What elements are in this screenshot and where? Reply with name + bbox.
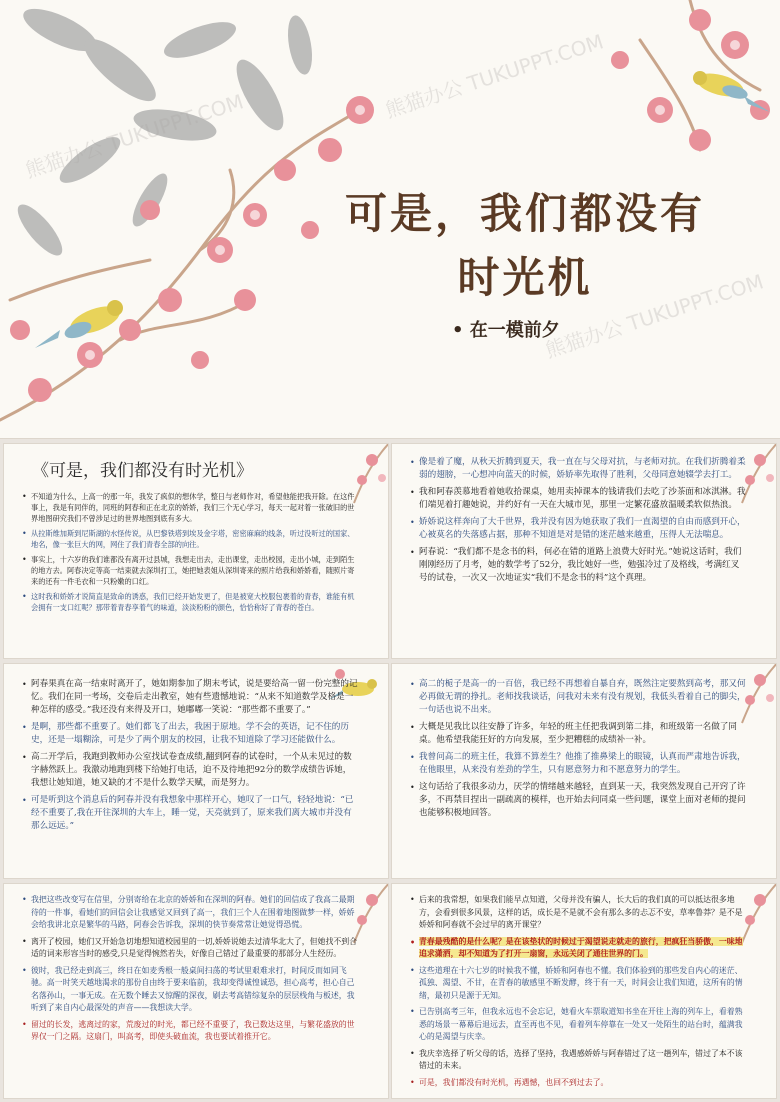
cover-title (300, 182, 750, 310)
highlighted-paragraph (410, 936, 746, 961)
bird-icon (35, 300, 123, 348)
paragraph: • 后来的我常想，如果我们能早点知道，父母并没有骗人，长大后的我们真的可以抵达很多地方，会看到很多风景，这样的话，成长是不是就不会有那么多的忐忑不安，草率鲁莽？是不是娇娇和阿春就不会过早的离开课堂？ (410, 894, 746, 932)
paragraph: • 这句话给了我很多动力，厌学的情绪越来越轻，直到某一天，我突然发现自己开窍了许多，不再禁目捏出一副疏离的模样，也开始去问同桌一些问题，课堂上面对老师的提问也能够积极地回答。 (410, 781, 746, 820)
paragraph-list (392, 444, 776, 585)
slide-title: 《可是，我们都没有时光机》 (32, 461, 253, 481)
slide-thumbnail-5[interactable] (392, 664, 776, 878)
watermark: 熊猫办公 TUKUPPT.COM (542, 269, 767, 363)
slide-thumbnail-7[interactable] (392, 884, 776, 1098)
paragraph: • 大概是见我比以往安静了许多，年轻的班主任把我调到第二排，和班级第一名做了同桌。他希望我能狂好的方向发展，至少把糟糕的成绩补一补。 (410, 721, 746, 747)
paragraph: • 离开了校园，她们又开始急切地想知道校园里的一切,娇娇说她去过清华北大了，但她找不到合适的词来形容当时的感受,只是觉得惋然若失，好像自己错过了最重要的那部分人生经历。 (22, 936, 358, 961)
paragraph: • 我曾问高二的班主任，我算不算差生？他推了推鼻梁上的眼镜，认真而严肃地告诉我，在他眼里，从来没有差劲的学生，只有愿意努力和不愿意努力的学生。 (410, 751, 746, 777)
slide-thumbnail-4[interactable] (4, 664, 388, 878)
highlight-text: 青春最残酷的是什么呢？是在该垫状的时候过于渴望说走就走的旅行，把疯狂当骄傲，一味地追求潇洒，却不知道为了打开一扇窗，永远关闭了通往世界的门。 (419, 936, 743, 958)
watermark: 熊猫办公 TUKUPPT.COM (22, 89, 247, 183)
paragraph-list (392, 664, 776, 820)
paragraph: • 可是听到这个消息后的阿春并没有我想象中那样开心，她叹了一口气，轻轻地说：“已经不重要了,我在开往深圳的大车上，睡一觉，天亮就到了，原来我们离大城市并没有那么远远。” (22, 794, 358, 833)
paragraph: • 留过的长发，逃离过的家，荒废过的时光，都已经不重要了，我已数达这里，与繁花盛放的世界仅一门之隔。这扇门，叫高考，即使头破血流，我也要试着推开它。 (22, 1019, 358, 1044)
cover-title-line1: 可是，我们都没有 (344, 189, 705, 238)
slide-thumbnail-3[interactable] (392, 444, 776, 658)
slide-thumbnail-2[interactable] (4, 444, 388, 658)
paragraph-list (4, 485, 388, 613)
paragraph: • 阿春说：“我们都不是念书的料，何必在错的道路上浪费大好时光。”她说这话时，我们刚刚经历了月考，她的数学考了52分，我比她好一些，勉强冷过了及格线，考满红叉号的试卷，一次又一次地证实“我们不是念书的料”这个真理。 (410, 546, 746, 585)
paragraph: • 阿春果真在高一结束时离开了，她如期参加了期末考试，说是要给高一留一份完整的记忆。我们在同一考场，交卷后走出教室，她有些遗憾地说：“从来不知道数学及格是一种怎样的感受。”我还没有来得及开口，她嘟嘟一笑说：“那些都不重要了。” (22, 678, 358, 717)
slide-thumbnail-6[interactable] (4, 884, 388, 1098)
paragraph: • 像是着了魔，从秋天折腾到夏天，我一直在与父母对抗，与老师对抗。在我们折腾着柔弱的翅膀，一心想冲向蓝天的时候，娇娇率先取得了胜利，父母同意她辍学去打工。 (410, 456, 746, 482)
paragraph: • 这时我和娇娇才说简直是致命的诱惑，我们已经开始发更了，但是被宽大校服包裹着的青春，谁能有机会拥有一支口红呢？那带着青春享着气的味道，淡淡粉粉的颜色，恰恰称好了青春的苍白。 (22, 591, 358, 613)
paragraph: • 我和阿春羡慕地看着她收拾课桌，她用卖掉课本的钱请我们去吃了沙茶面和冰淇淋。我们端见着打趣她说，并约好有一天在大城市见，那里一定繁花盛放温暖柔软似热浪。 (410, 486, 746, 512)
paragraph: • 高二开学后，我跑到教师办公室找试卷查成绩,翻到阿春的试卷时，一个从未见过的数字赫然跃上。我激动地跑到楼下给她打电话，迫不及待地把92分的数学成绩告诉她，我想让她知道，她又缺的才不是什么数学天赋，而是努力。 (22, 751, 358, 790)
paragraph: • 是啊，那些都不重要了。她们都飞了出去，我困于原地。学不会的英语，记不住的历史，还是一塌糊涂，可是少了两个朋友的校园，让我不知道除了学习还能做什么。 (22, 721, 358, 747)
cover-subtitle: • 在一模前夕 (452, 320, 560, 341)
cover-title-line2: 时光机 (457, 253, 593, 302)
paragraph: • 事实上，十六岁的我们谁都没有离开过县城，我想走出去，走出课堂，走出校园，走出小城，走到陌生的地方去。阿春决定等高一结束就去深圳打工，她把她表姐从深圳寄来的照片给我和娇娇看，随照片寄来的还有一件毛衣和一只粉嫩的口红。 (22, 554, 358, 587)
paragraph: • 高二的栀子是高一的一百倍，我已经不再想着自暴自弃，既然注定要熬到高考，那又何必再做无谓的挣扎。老师找我谈话，问我对未来有没有规划，我低头看着自己的脚尖，一句话也说不出来。 (410, 678, 746, 717)
paragraph: • 我庆幸选择了听父母的话，选择了坚持，我遇感娇娇与阿春错过了这一趟列车，错过了本不该错过的未来。 (410, 1048, 746, 1073)
paragraph: • 已告别高考三年，但我永远也不会忘记，她看火车票取道知书坐在开往上海的列车上，看着熟悉的场景一幕幕后退远去，直至再也不见，看着列车停靠在一处又一处陌生的站台时，蕴满我心的是渴望与庆幸。 (410, 1006, 746, 1044)
paragraph: • 从拉斯维加斯到尼斯湖的水怪传说，从巴黎铁塔到埃及金字塔，密密麻麻的线条，听过没听过的国家、地名，像一张巨大的网，网住了我们青春全部的向往。 (22, 528, 358, 550)
paragraph: • 我把这些改变写在信里，分别寄给在北京的娇娇和在深圳的阿春。她们的回信成了我高二最期待的一件事，看她们的回信会让我感觉又回到了高一，我们三个人在围着地图做梦一样，娇娇会给我讲北京是繁华的马路，阿春会告诉我，深圳的快节奏常常让她觉得恐慌。 (22, 894, 358, 932)
paragraph: • 彼时，我已经走到高三，终日在如麦秀根一般桌间扫荡的考试里艰难求打，时间反而如同飞驰。高一时笑天越地渴求的那份自由终于要来临前，我却变得诚惶诚恐，担心高考，担心自己名落孙山，一事无成。在无数个睡去又惊醒的深夜，刷去考高错综复杂的层层栈角与板述，我听到了来自内心最深处的声音——我想读大学。 (22, 965, 358, 1015)
paragraph-list (392, 884, 776, 1089)
paragraph: • 可是，我们都没有时光机，再遇憾，也回不到过去了。 (410, 1077, 746, 1090)
watermark: 熊猫办公 TUKUPPT.COM (382, 29, 607, 123)
paragraph: • 娇娇说这样奔向了大千世界，我并没有因为她获取了我们一直渴望的自由而感到开心，心被莫名的失落感占据，那种不知道是对是错的迷茫越来越重，压得人无法喘息。 (410, 516, 746, 542)
paragraph-list (4, 664, 388, 833)
paragraph-list (4, 884, 388, 1044)
cover-slide[interactable] (0, 0, 780, 438)
paragraph: • 不知道为什么，上高一的那一年，我发了疯似的想休学，整日与老师作对，希望他能把我开除。在这件事上，我是有同伴的，同班的阿春和正在北京的娇娇，我们三个无心学习，每天一起对着一张破旧的世界地图研究我们不曾涉足过的世界地图到底有多大。 (22, 491, 358, 524)
paragraph: • 这些道理在十六七岁的时候我不懂，娇娇和阿春也不懂。我们体验到的那些发自内心的迷茫、孤独、渴望、不甘，在青春的敏感里不断发酵，终于有一天，时间会让我们知道，这所有的情绪，最初只是源于无知。 (410, 965, 746, 1003)
